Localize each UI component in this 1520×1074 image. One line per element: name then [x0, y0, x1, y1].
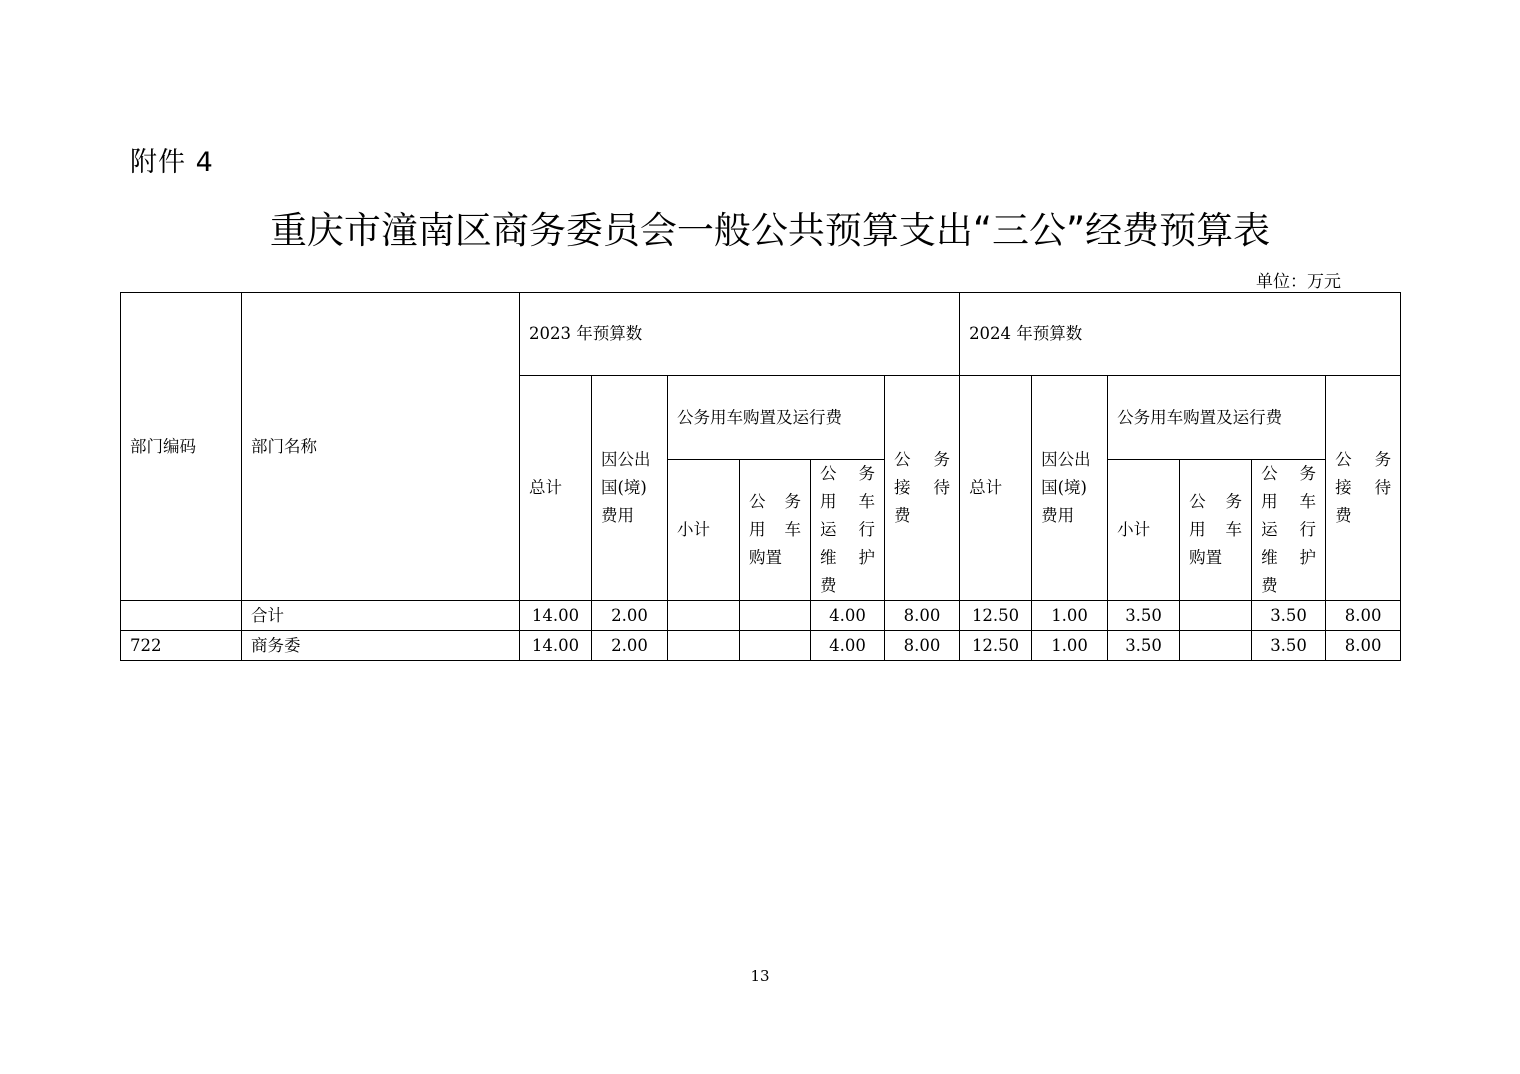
cell-2024-subtotal: 3.50	[1108, 631, 1180, 661]
header-2023-subtotal: 小计	[668, 460, 740, 601]
header-2024-reception-line2: 接 待	[1335, 478, 1392, 497]
header-2024-reception	[1326, 376, 1401, 601]
cell-2024-operation: 3.50	[1252, 601, 1326, 631]
row-name: 商务委	[242, 631, 520, 661]
header-2023-purchase-line1: 公 务	[749, 492, 801, 511]
row-code: 722	[121, 631, 242, 661]
header-2023-total: 总计	[520, 376, 592, 601]
header-2024-purchase	[1180, 460, 1252, 601]
header-2024-operation-line2: 用 车	[1261, 492, 1317, 511]
header-2023-reception-line3: 费	[894, 506, 911, 525]
header-2024-abroad	[1032, 376, 1108, 601]
cell-2023-operation: 4.00	[811, 601, 885, 631]
cell-2023-subtotal	[668, 631, 740, 661]
cell-2023-purchase	[740, 601, 811, 631]
row-code	[121, 601, 242, 631]
cell-2023-total: 14.00	[520, 601, 592, 631]
cell-2023-subtotal	[668, 601, 740, 631]
header-2023-reception-line1: 公 务	[894, 450, 951, 469]
document-title: 重庆市潼南区商务委员会一般公共预算支出“三公”经费预算表	[269, 209, 1271, 252]
cell-2024-operation: 3.50	[1252, 631, 1326, 661]
unit-label: 单位：万元	[1256, 272, 1341, 292]
header-2023-vehicle-group: 公务用车购置及运行费	[668, 376, 885, 460]
page-number: 13	[750, 967, 770, 985]
cell-2024-abroad: 1.00	[1032, 601, 1108, 631]
header-dept-code: 部门编码	[121, 293, 242, 601]
header-2023-purchase-line2: 用 车	[749, 520, 801, 539]
header-2024-purchase-line2: 用 车	[1189, 520, 1243, 539]
cell-2023-abroad: 2.00	[592, 601, 668, 631]
header-2023-operation-line1: 公 务	[820, 464, 875, 483]
budget-table	[120, 292, 1401, 661]
cell-2024-total: 12.50	[960, 601, 1032, 631]
header-2024-abroad-line2: 国(境)	[1041, 478, 1087, 497]
header-2024-abroad-line1: 因公出	[1041, 450, 1091, 469]
header-2024-abroad-line3: 费用	[1041, 506, 1075, 525]
cell-2024-total: 12.50	[960, 631, 1032, 661]
header-2023-budget: 2023 年预算数	[520, 293, 960, 376]
header-2023-operation-line5: 费	[820, 576, 837, 595]
header-2023-operation-line4: 维 护	[820, 548, 875, 567]
cell-2024-abroad: 1.00	[1032, 631, 1108, 661]
header-2024-operation-line3: 运 行	[1261, 520, 1317, 539]
header-2023-operation	[811, 460, 885, 601]
header-2024-purchase-line1: 公 务	[1189, 492, 1243, 511]
header-2023-purchase	[740, 460, 811, 601]
header-2023-abroad	[592, 376, 668, 601]
header-2024-operation-line1: 公 务	[1261, 464, 1317, 483]
header-2023-reception-line2: 接 待	[894, 478, 951, 497]
header-2024-purchase-line3: 购置	[1189, 548, 1223, 567]
header-2024-vehicle-group: 公务用车购置及运行费	[1108, 376, 1326, 460]
header-2024-total: 总计	[960, 376, 1032, 601]
header-2023-purchase-line3: 购置	[749, 548, 782, 567]
header-2024-subtotal: 小计	[1108, 460, 1180, 601]
header-row-years	[121, 293, 1401, 376]
cell-2023-abroad: 2.00	[592, 631, 668, 661]
cell-2023-purchase	[740, 631, 811, 661]
attachment-label: 附件 4	[130, 147, 214, 178]
header-2023-reception	[885, 376, 960, 601]
header-2024-operation-line4: 维 护	[1261, 548, 1317, 567]
header-2023-abroad-line1: 因公出	[601, 450, 651, 469]
cell-2023-operation: 4.00	[811, 631, 885, 661]
cell-2023-reception: 8.00	[885, 631, 960, 661]
header-2024-budget: 2024 年预算数	[960, 293, 1401, 376]
cell-2024-reception: 8.00	[1326, 631, 1401, 661]
header-2024-operation-line5: 费	[1261, 576, 1278, 595]
header-2023-operation-line2: 用 车	[820, 492, 875, 511]
header-2023-operation-line3: 运 行	[820, 520, 875, 539]
cell-2024-subtotal: 3.50	[1108, 601, 1180, 631]
table-row	[121, 631, 1401, 661]
cell-2024-purchase	[1180, 601, 1252, 631]
header-2023-abroad-line3: 费用	[601, 506, 634, 525]
header-2024-reception-line3: 费	[1335, 506, 1352, 525]
header-2024-reception-line1: 公 务	[1335, 450, 1392, 469]
row-name: 合计	[242, 601, 520, 631]
cell-2023-total: 14.00	[520, 631, 592, 661]
cell-2024-reception: 8.00	[1326, 601, 1401, 631]
header-2023-abroad-line2: 国(境)	[601, 478, 647, 497]
header-dept-name: 部门名称	[242, 293, 520, 601]
cell-2023-reception: 8.00	[885, 601, 960, 631]
header-2024-operation	[1252, 460, 1326, 601]
table-row	[121, 601, 1401, 631]
cell-2024-purchase	[1180, 631, 1252, 661]
